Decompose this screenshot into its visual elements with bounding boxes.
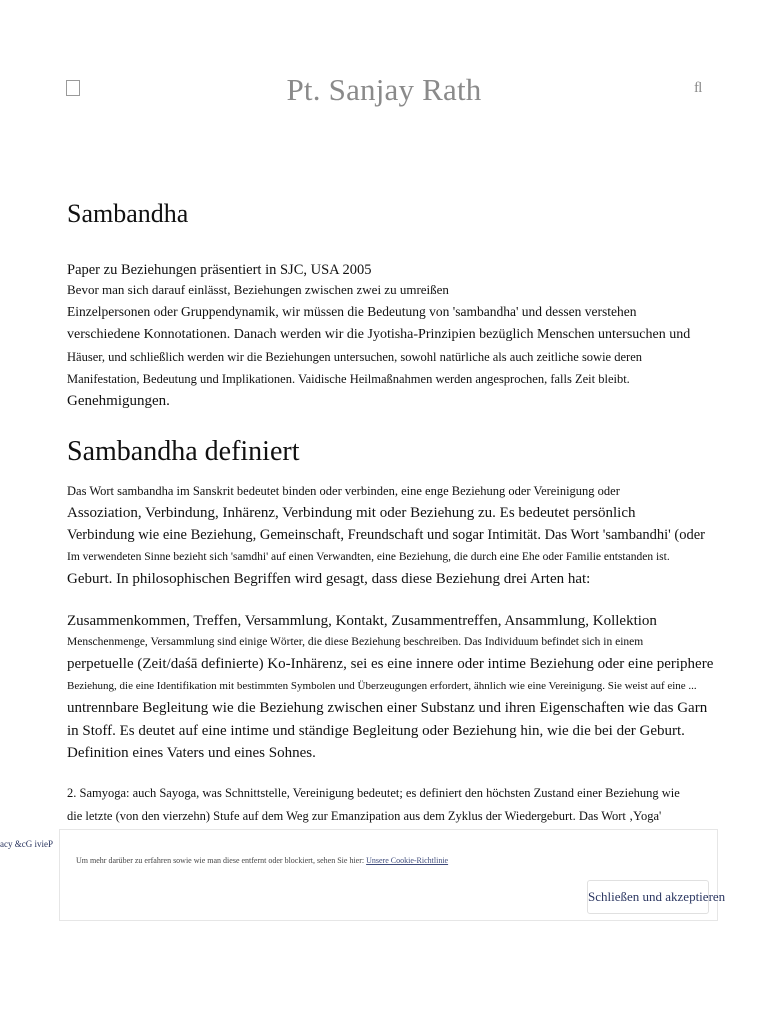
intro-line: Genehmigungen. xyxy=(67,393,170,409)
intro-line: Manifestation, Bedeutung und Implikationen. Vaidische Heilmaßnahmen werden angesprochen, falls Zeit bleibt. xyxy=(67,372,630,386)
paragraph-line: Das Wort sambandha im Sanskrit bedeutet binden oder verbinden, eine enge Beziehung oder Vereinigung oder xyxy=(67,484,620,498)
intro-line: Paper zu Beziehungen präsentiert in SJC, USA 2005 xyxy=(67,262,372,278)
paragraph-line: 2. Samyoga: auch Sayoga, was Schnittstelle, Vereinigung bedeutet; es definiert den höchsten Zustand einer Beziehung wie xyxy=(67,786,680,800)
search-icon[interactable]: ﬂ xyxy=(694,80,703,96)
paragraph-line: perpetuelle (Zeit/daśā definierte) Ko-Inhärenz, sei es eine innere oder intime Beziehung oder eine periphere xyxy=(67,656,714,672)
paragraph-line: Menschenmenge, Versammlung sind einige Wörter, die diese Beziehung beschreiben. Das Individuum befindet sich in einem xyxy=(67,636,644,648)
paragraph-line: Beziehung, die eine Identifikation mit bestimmten Symbolen und Überzeugungen erfordert, ähnlich wie eine Vereinigung. Sie weist auf eine ... xyxy=(67,680,697,692)
site-title[interactable]: Pt. Sanjay Rath xyxy=(286,72,482,107)
accept-cookies-button[interactable]: Schließen und akzeptieren xyxy=(587,880,709,914)
cookie-banner xyxy=(59,829,726,921)
paragraph-line: in Stoff. Es deutet auf eine intime und ständige Begleitung oder Beziehung hin, wie die bei der Geburt. xyxy=(67,723,685,739)
cookie-description: Um mehr darüber zu erfahren sowie wie man diese entfernt oder blockiert, sehen Sie hier: xyxy=(76,856,365,865)
section-title: Sambandha definiert xyxy=(67,436,300,467)
article xyxy=(67,196,714,828)
intro-line: Einzelpersonen oder Gruppendynamik, wir müssen die Bedeutung von 'sambandha' und dessen verstehen xyxy=(67,304,637,319)
intro-line: Häuser, und schließlich werden wir die Beziehungen untersuchen, sowohl natürliche als auch zeitliche sowie deren xyxy=(67,350,642,364)
intro-line: Bevor man sich darauf einlässt, Beziehungen zwischen zwei zu umreißen xyxy=(67,282,449,297)
cookie-policy-link[interactable]: Unsere Cookie-Richtlinie xyxy=(366,856,449,865)
paragraph-line: Verbindung wie eine Beziehung, Gemeinschaft, Freundschaft und sogar Intimität. Das Wort 'sambandhi' (oder xyxy=(67,527,705,543)
paragraph-line: Im verwendeten Sinne bezieht sich 'samdhi' auf einen Verwandten, eine Beziehung, die durch eine Ehe oder Familie entstanden ist. xyxy=(67,551,670,563)
paragraph-line: Assoziation, Verbindung, Inhärenz, Verbindung mit oder Beziehung zu. Es bedeutet persönlich xyxy=(67,505,636,521)
paragraph-line: untrennbare Begleitung wie die Beziehung zwischen einer Substanz und ihren Eigenschaften wie das Garn xyxy=(67,700,708,716)
paragraph-line: Geburt. In philosophischen Begriffen wird gesagt, dass diese Beziehung drei Arten hat: xyxy=(67,571,591,587)
cookie-banner-label: acy &cG ivieP xyxy=(0,839,53,849)
paragraph-line: die letzte (von den vierzehn) Stufe auf dem Weg zur Emanzipation aus dem Zyklus der Wiedergeburt. Das Wort ‚Yoga' xyxy=(67,809,662,823)
intro-line: verschiedene Konnotationen. Danach werden wir die Jyotisha-Prinzipien bezüglich Menschen untersuchen und xyxy=(67,327,691,342)
site-header xyxy=(0,70,768,114)
paragraph-line: Definition eines Vaters und eines Sohnes. xyxy=(67,745,316,761)
cookie-text xyxy=(76,856,448,865)
paragraph-line: Zusammenkommen, Treffen, Versammlung, Kontakt, Zusammentreffen, Ansammlung, Kollektion xyxy=(67,613,657,629)
article-title: Sambandha xyxy=(67,199,189,228)
